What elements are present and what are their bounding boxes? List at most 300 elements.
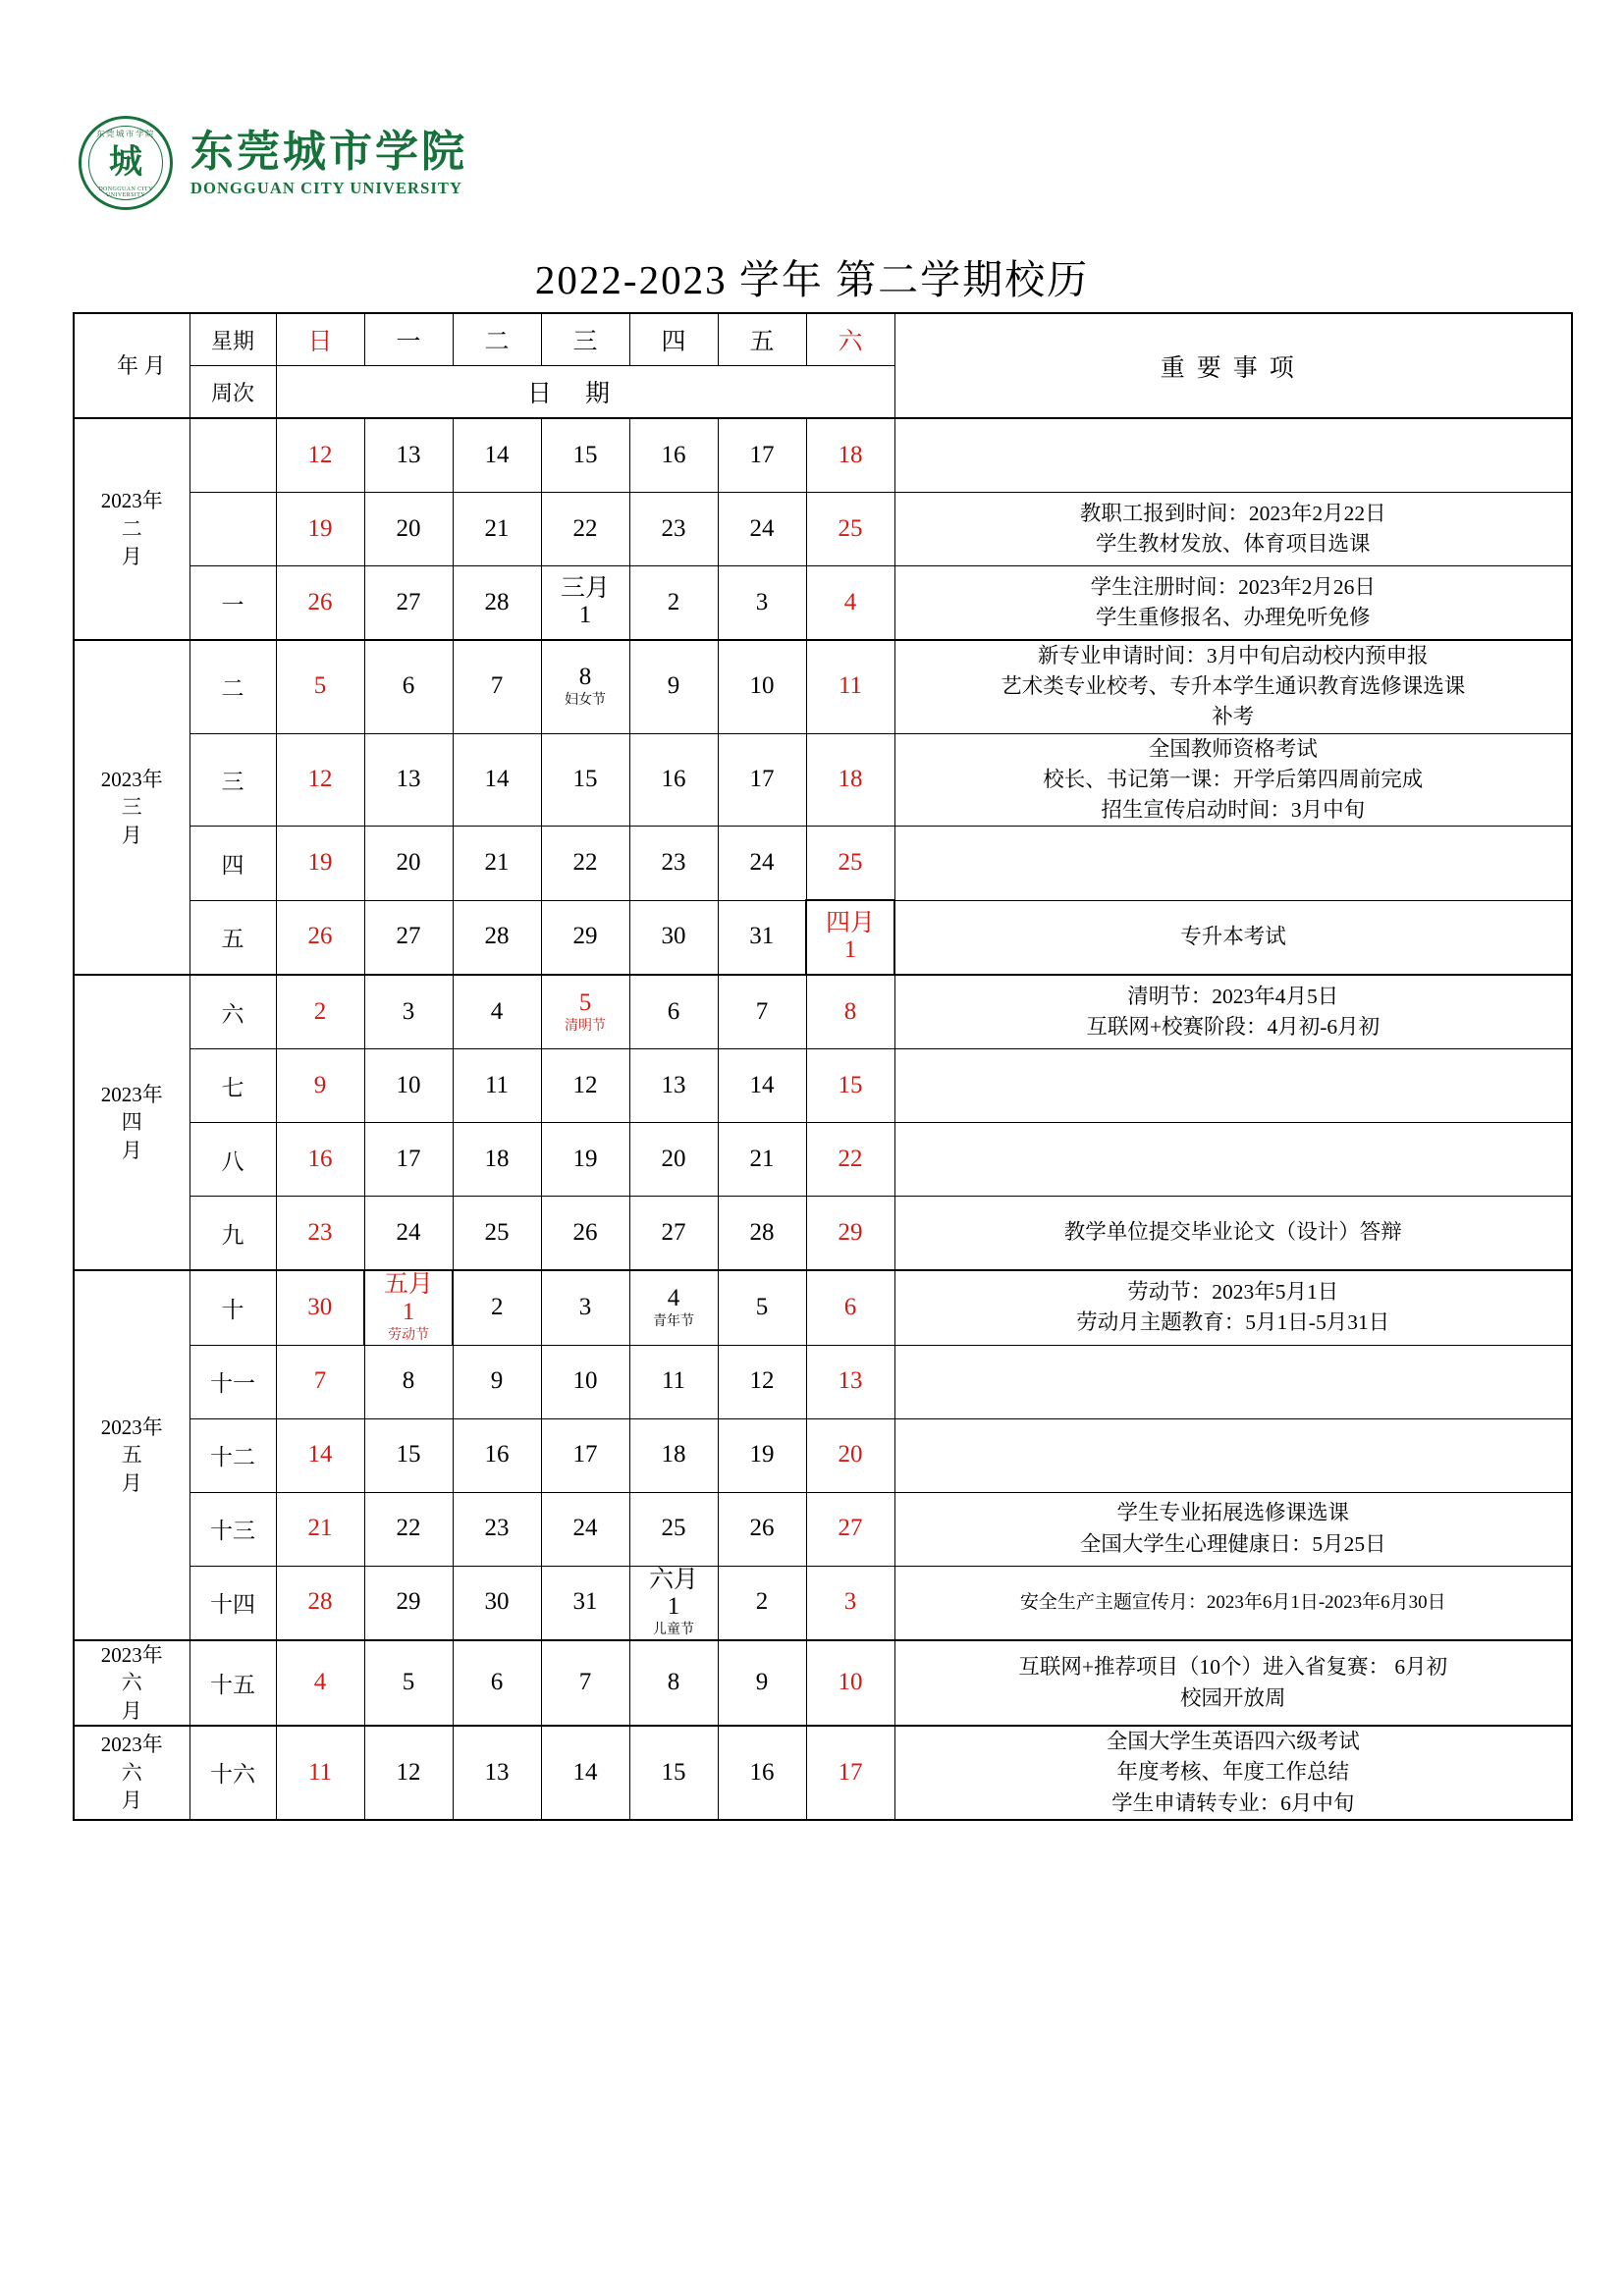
day-cell bbox=[718, 975, 806, 1049]
day-cell bbox=[541, 1418, 629, 1492]
day-cell bbox=[629, 975, 718, 1049]
day-cell bbox=[364, 418, 453, 493]
day-cell bbox=[806, 1345, 894, 1418]
week-number-cell: 三 bbox=[189, 733, 276, 827]
day-number: 19 bbox=[307, 514, 333, 542]
day-holiday-label: 儿童节 bbox=[653, 1623, 694, 1638]
day-cell bbox=[453, 733, 541, 827]
day-number: 14 bbox=[484, 765, 510, 792]
day-number: 26 bbox=[307, 923, 333, 950]
day-number: 10 bbox=[838, 1669, 863, 1696]
day-cell bbox=[453, 975, 541, 1049]
day-number: 2 bbox=[667, 588, 680, 615]
day-number: 12 bbox=[572, 1071, 598, 1098]
day-cell bbox=[541, 418, 629, 493]
week-number-cell: 八 bbox=[189, 1123, 276, 1197]
day-number: 19 bbox=[307, 848, 333, 876]
day-number: 11 bbox=[661, 1367, 686, 1395]
day-number: 11 bbox=[484, 1071, 510, 1098]
day-number: 19 bbox=[572, 1145, 598, 1172]
day-cell bbox=[806, 827, 894, 901]
day-sub-label: 妇女节 bbox=[565, 693, 606, 709]
day-number: 21 bbox=[307, 1515, 333, 1542]
day-cell bbox=[629, 1123, 718, 1197]
day-number: 8 bbox=[402, 1367, 415, 1395]
day-number: 14 bbox=[572, 1758, 598, 1786]
day-number: 6 bbox=[490, 1669, 504, 1696]
day-number: 17 bbox=[838, 1758, 863, 1786]
table-row bbox=[74, 1270, 1572, 1345]
calendar-body bbox=[74, 418, 1572, 1820]
table-row bbox=[74, 1049, 1572, 1123]
event-line: 校园开放周 bbox=[1179, 1685, 1286, 1710]
day-cell bbox=[629, 1197, 718, 1271]
day-cell bbox=[718, 640, 806, 733]
day-number: 22 bbox=[572, 514, 598, 542]
day-number: 16 bbox=[484, 1441, 510, 1468]
day-cell bbox=[806, 1492, 894, 1566]
event-line: 学生申请转专业：6月中旬 bbox=[1111, 1790, 1355, 1815]
events-cell bbox=[894, 1123, 1572, 1197]
day-number: 19 bbox=[749, 1441, 775, 1468]
header-year-month-label: 年 月 bbox=[116, 352, 166, 378]
day-number: 28 bbox=[484, 588, 510, 615]
day-number: 17 bbox=[749, 765, 775, 792]
day-cell bbox=[718, 1492, 806, 1566]
day-number: 18 bbox=[838, 765, 863, 792]
event-line: 年度考核、年度工作总结 bbox=[1116, 1760, 1349, 1785]
day-number: 26 bbox=[749, 1515, 775, 1542]
events-cell bbox=[894, 975, 1572, 1049]
day-cell bbox=[629, 1345, 718, 1418]
header-dow-tue: 二 bbox=[453, 313, 541, 366]
day-number: 10 bbox=[749, 672, 775, 700]
day-number: 29 bbox=[396, 1588, 421, 1616]
day-number: 15 bbox=[572, 765, 598, 792]
table-row bbox=[74, 733, 1572, 827]
day-number: 17 bbox=[749, 441, 775, 468]
day-cell bbox=[806, 493, 894, 566]
day-cell bbox=[453, 900, 541, 975]
week-number-cell: 六 bbox=[189, 975, 276, 1049]
day-cell bbox=[629, 1640, 718, 1726]
day-cell bbox=[453, 1726, 541, 1820]
day-cell bbox=[364, 975, 453, 1049]
day-cell bbox=[806, 1049, 894, 1123]
day-number: 16 bbox=[307, 1145, 333, 1172]
events-cell bbox=[894, 827, 1572, 901]
calendar-head bbox=[74, 313, 1572, 418]
day-number: 27 bbox=[396, 923, 421, 950]
day-cell bbox=[806, 975, 894, 1049]
week-number-cell: 二 bbox=[189, 640, 276, 733]
day-cell bbox=[718, 1197, 806, 1271]
week-number-cell: 十 bbox=[189, 1270, 276, 1345]
day-number: 2 bbox=[313, 997, 327, 1025]
day-cell bbox=[629, 1726, 718, 1820]
day-number: 21 bbox=[484, 848, 510, 876]
day-number: 7 bbox=[755, 997, 769, 1025]
day-cell bbox=[453, 1123, 541, 1197]
day-cell bbox=[718, 827, 806, 901]
events-cell bbox=[894, 1566, 1572, 1640]
month-label: 2023年 六 月 bbox=[74, 1726, 189, 1820]
day-cell bbox=[629, 1492, 718, 1566]
event-line: 校长、书记第一课：开学后第四周前完成 bbox=[1043, 767, 1424, 791]
day-number: 24 bbox=[572, 1515, 598, 1542]
day-cell bbox=[718, 900, 806, 975]
day-cell bbox=[629, 1418, 718, 1492]
event-line: 学生重修报名、办理免听免修 bbox=[1095, 606, 1371, 629]
events-cell bbox=[894, 1270, 1572, 1345]
events-cell bbox=[894, 1640, 1572, 1726]
university-seal-icon bbox=[79, 116, 173, 210]
day-cell bbox=[806, 1640, 894, 1726]
day-number: 4 bbox=[843, 588, 857, 615]
events-cell bbox=[894, 1492, 1572, 1566]
table-row bbox=[74, 827, 1572, 901]
day-cell bbox=[541, 1492, 629, 1566]
day-cell bbox=[453, 1492, 541, 1566]
day-cell bbox=[541, 640, 629, 733]
month-label: 2023年 三 月 bbox=[74, 640, 189, 975]
event-line: 教职工报到时间：2023年2月22日 bbox=[1079, 501, 1386, 525]
event-line: 新专业申请时间：3月中旬启动校内预申报 bbox=[1037, 644, 1429, 667]
day-number: 2 bbox=[755, 1588, 769, 1616]
day-sub-label: 1 bbox=[843, 936, 857, 964]
day-number: 25 bbox=[661, 1515, 686, 1542]
day-number: 六月 bbox=[648, 1566, 698, 1593]
day-number: 18 bbox=[484, 1145, 510, 1172]
day-number: 12 bbox=[307, 441, 333, 468]
day-cell bbox=[364, 733, 453, 827]
day-cell bbox=[453, 1197, 541, 1271]
week-number-cell: 十六 bbox=[189, 1726, 276, 1820]
day-number: 31 bbox=[572, 1588, 598, 1616]
day-number: 29 bbox=[838, 1218, 863, 1246]
day-cell bbox=[541, 1640, 629, 1726]
table-row bbox=[74, 1345, 1572, 1418]
day-sub-label: 1 bbox=[578, 602, 592, 629]
day-cell bbox=[453, 493, 541, 566]
seal-top-text: 东莞城市学院 bbox=[95, 129, 155, 138]
day-number: 9 bbox=[755, 1669, 769, 1696]
day-cell bbox=[718, 1726, 806, 1820]
day-number: 9 bbox=[313, 1071, 327, 1098]
day-number: 2 bbox=[491, 1293, 504, 1320]
events-cell bbox=[894, 1197, 1572, 1271]
day-number: 27 bbox=[838, 1515, 863, 1542]
day-cell bbox=[806, 566, 894, 641]
day-number: 4 bbox=[667, 1285, 680, 1312]
table-row bbox=[74, 1123, 1572, 1197]
day-number: 3 bbox=[402, 997, 415, 1025]
day-number: 11 bbox=[307, 1758, 333, 1786]
event-line: 劳动月主题教育：5月1日-5月31日 bbox=[1076, 1310, 1390, 1335]
day-number: 5 bbox=[313, 672, 327, 700]
day-number: 8 bbox=[843, 997, 857, 1025]
day-cell bbox=[276, 975, 364, 1049]
day-cell bbox=[276, 1123, 364, 1197]
day-cell bbox=[453, 1049, 541, 1123]
day-cell bbox=[364, 1123, 453, 1197]
day-number: 3 bbox=[755, 588, 769, 615]
day-cell bbox=[718, 566, 806, 641]
day-number: 16 bbox=[661, 441, 686, 468]
table-row bbox=[74, 1566, 1572, 1640]
day-number: 26 bbox=[572, 1218, 598, 1246]
day-cell bbox=[276, 493, 364, 566]
table-row bbox=[74, 1492, 1572, 1566]
events-cell bbox=[894, 1049, 1572, 1123]
day-number: 23 bbox=[661, 848, 686, 876]
day-number: 四月 bbox=[825, 909, 875, 936]
week-number-cell: 十四 bbox=[189, 1566, 276, 1640]
header-dow-fri: 五 bbox=[718, 313, 806, 366]
day-number: 12 bbox=[307, 765, 333, 792]
day-number: 28 bbox=[484, 923, 510, 950]
day-number: 24 bbox=[749, 514, 775, 542]
day-number: 3 bbox=[843, 1588, 857, 1616]
day-number: 18 bbox=[838, 441, 863, 468]
day-cell bbox=[276, 900, 364, 975]
day-cell bbox=[541, 493, 629, 566]
day-number: 23 bbox=[484, 1515, 510, 1542]
events-cell bbox=[894, 640, 1572, 733]
day-number: 6 bbox=[843, 1293, 857, 1320]
day-cell bbox=[364, 1418, 453, 1492]
events-cell bbox=[894, 733, 1572, 827]
event-line: 清明节：2023年4月5日 bbox=[1127, 984, 1339, 1008]
event-line: 全国大学生英语四六级考试 bbox=[1106, 1730, 1360, 1754]
day-cell bbox=[364, 1049, 453, 1123]
day-number: 14 bbox=[749, 1071, 775, 1098]
table-row bbox=[74, 1726, 1572, 1820]
day-number: 13 bbox=[661, 1071, 686, 1098]
table-row bbox=[74, 1197, 1572, 1271]
header-events-title: 重要事项 bbox=[894, 313, 1572, 418]
events-cell bbox=[894, 493, 1572, 566]
week-number-cell: 十五 bbox=[189, 1640, 276, 1726]
day-number: 五月 bbox=[383, 1271, 433, 1299]
day-number: 9 bbox=[667, 672, 680, 700]
day-number: 12 bbox=[749, 1367, 775, 1395]
day-cell bbox=[541, 827, 629, 901]
day-number: 30 bbox=[307, 1293, 333, 1320]
header-dow-mon: 一 bbox=[364, 313, 453, 366]
day-cell bbox=[629, 733, 718, 827]
week-number-cell bbox=[189, 418, 276, 493]
day-cell bbox=[629, 827, 718, 901]
events-cell bbox=[894, 1726, 1572, 1820]
week-number-cell: 十二 bbox=[189, 1418, 276, 1492]
event-line: 安全生产主题宣传月：2023年6月1日-2023年6月30日 bbox=[1019, 1592, 1446, 1614]
event-line: 艺术类专业校考、专升本学生通识教育选修课选课 bbox=[1001, 674, 1466, 699]
day-cell bbox=[718, 1270, 806, 1345]
day-cell bbox=[453, 640, 541, 733]
day-number: 18 bbox=[661, 1441, 686, 1468]
day-cell bbox=[364, 1345, 453, 1418]
day-number: 5 bbox=[578, 988, 592, 1016]
day-cell bbox=[541, 566, 629, 641]
day-cell bbox=[629, 1049, 718, 1123]
day-cell bbox=[453, 827, 541, 901]
day-number: 28 bbox=[749, 1218, 775, 1246]
event-line: 劳动节：2023年5月1日 bbox=[1127, 1280, 1339, 1305]
week-number-cell: 五 bbox=[189, 900, 276, 975]
day-number: 14 bbox=[307, 1441, 333, 1468]
day-number: 10 bbox=[572, 1367, 598, 1395]
day-number: 27 bbox=[396, 588, 421, 615]
day-cell bbox=[718, 1123, 806, 1197]
day-holiday-label: 劳动节 bbox=[388, 1327, 429, 1343]
day-number: 13 bbox=[396, 765, 421, 792]
day-cell bbox=[541, 1566, 629, 1640]
events-cell bbox=[894, 1418, 1572, 1492]
week-number-cell: 九 bbox=[189, 1197, 276, 1271]
day-number: 16 bbox=[749, 1758, 775, 1786]
day-number: 15 bbox=[838, 1071, 863, 1098]
day-cell bbox=[718, 1640, 806, 1726]
day-cell bbox=[541, 1726, 629, 1820]
day-number: 25 bbox=[838, 848, 863, 876]
day-cell bbox=[364, 1566, 453, 1640]
day-cell bbox=[453, 1418, 541, 1492]
event-line: 学生教材发放、体育项目选课 bbox=[1095, 532, 1371, 556]
day-cell bbox=[276, 640, 364, 733]
day-cell bbox=[364, 1270, 453, 1345]
day-cell bbox=[629, 1270, 718, 1345]
week-number-cell: 十一 bbox=[189, 1345, 276, 1418]
day-cell bbox=[276, 1566, 364, 1640]
academic-calendar-table bbox=[73, 312, 1573, 1821]
day-cell bbox=[541, 1123, 629, 1197]
week-number-cell: 七 bbox=[189, 1049, 276, 1123]
table-row bbox=[74, 640, 1572, 733]
day-cell bbox=[364, 827, 453, 901]
day-number: 11 bbox=[838, 672, 863, 700]
day-number: 22 bbox=[572, 848, 598, 876]
day-number: 31 bbox=[749, 923, 775, 950]
day-number: 8 bbox=[667, 1669, 680, 1696]
day-number: 21 bbox=[749, 1145, 775, 1172]
day-cell bbox=[718, 1345, 806, 1418]
day-number: 17 bbox=[572, 1441, 598, 1468]
day-cell bbox=[453, 1640, 541, 1726]
day-number: 4 bbox=[490, 997, 504, 1025]
month-label: 2023年 二 月 bbox=[74, 418, 189, 640]
week-number-cell bbox=[189, 493, 276, 566]
day-cell bbox=[453, 1345, 541, 1418]
table-row bbox=[74, 1640, 1572, 1726]
month-label: 2023年 六 月 bbox=[74, 1640, 189, 1726]
day-number: 14 bbox=[484, 441, 510, 468]
day-cell bbox=[629, 1566, 718, 1640]
day-cell bbox=[276, 1197, 364, 1271]
header-dow-thu: 四 bbox=[629, 313, 718, 366]
day-cell bbox=[806, 1197, 894, 1271]
event-line: 学生专业拓展选修课选课 bbox=[1116, 1501, 1349, 1525]
day-cell bbox=[541, 975, 629, 1049]
day-number: 7 bbox=[578, 1669, 592, 1696]
day-number: 25 bbox=[484, 1218, 510, 1246]
day-sub-label: 1 bbox=[402, 1298, 415, 1325]
day-cell bbox=[364, 493, 453, 566]
month-label: 2023年 五 月 bbox=[74, 1270, 189, 1640]
day-number: 13 bbox=[396, 441, 421, 468]
event-line: 互联网+推荐项目（10个）进入省复赛： 6月初 bbox=[1018, 1655, 1448, 1680]
header-row-weekdays bbox=[74, 313, 1572, 366]
header-date-label: 日期 bbox=[276, 366, 894, 419]
event-line: 互联网+校赛阶段：4月初-6月初 bbox=[1086, 1015, 1380, 1040]
day-number: 20 bbox=[838, 1441, 863, 1468]
day-cell bbox=[453, 418, 541, 493]
day-cell bbox=[806, 640, 894, 733]
day-cell bbox=[453, 1270, 541, 1345]
calendar-table-wrap bbox=[73, 312, 1551, 1821]
day-cell bbox=[806, 733, 894, 827]
week-number-cell: 一 bbox=[189, 566, 276, 641]
day-cell bbox=[364, 1197, 453, 1271]
university-name-en: DONGGUAN CITY UNIVERSITY bbox=[190, 178, 462, 197]
day-number: 8 bbox=[578, 664, 592, 691]
day-cell bbox=[276, 1418, 364, 1492]
university-name-block bbox=[190, 127, 467, 197]
header-dow-wed: 三 bbox=[541, 313, 629, 366]
day-cell bbox=[806, 1270, 894, 1345]
day-number: 25 bbox=[838, 514, 863, 542]
day-sub-label: 清明节 bbox=[565, 1018, 606, 1034]
day-cell bbox=[364, 1726, 453, 1820]
day-cell bbox=[806, 900, 894, 975]
day-number: 30 bbox=[484, 1588, 510, 1616]
event-line: 全国教师资格考试 bbox=[1148, 736, 1318, 761]
day-cell bbox=[276, 1726, 364, 1820]
page-title: 2022-2023 学年 第二学期校历 bbox=[534, 257, 1090, 302]
day-cell bbox=[541, 1270, 629, 1345]
day-number: 13 bbox=[484, 1758, 510, 1786]
week-number-cell: 四 bbox=[189, 827, 276, 901]
day-number: 23 bbox=[661, 514, 686, 542]
day-number: 20 bbox=[396, 514, 421, 542]
header-dow-sun: 日 bbox=[276, 313, 364, 366]
day-number: 26 bbox=[307, 588, 333, 615]
event-line: 补考 bbox=[1212, 705, 1255, 729]
day-cell bbox=[629, 900, 718, 975]
day-cell bbox=[718, 733, 806, 827]
day-cell bbox=[276, 1270, 364, 1345]
event-line: 招生宣传启动时间：3月中旬 bbox=[1101, 797, 1366, 822]
event-line: 专升本考试 bbox=[1180, 925, 1286, 949]
day-cell bbox=[806, 1123, 894, 1197]
day-number: 22 bbox=[396, 1515, 421, 1542]
day-cell bbox=[629, 418, 718, 493]
day-number: 3 bbox=[578, 1293, 592, 1320]
day-cell bbox=[364, 900, 453, 975]
table-row bbox=[74, 418, 1572, 493]
day-cell bbox=[629, 566, 718, 641]
day-cell bbox=[453, 566, 541, 641]
day-cell bbox=[541, 900, 629, 975]
day-number: 12 bbox=[396, 1758, 421, 1786]
day-cell bbox=[806, 1566, 894, 1640]
table-row bbox=[74, 900, 1572, 975]
day-number: 6 bbox=[402, 672, 415, 700]
header-corner bbox=[74, 313, 189, 418]
day-cell bbox=[806, 1418, 894, 1492]
day-cell bbox=[541, 1345, 629, 1418]
header-weekday-label: 星期 bbox=[189, 313, 276, 366]
